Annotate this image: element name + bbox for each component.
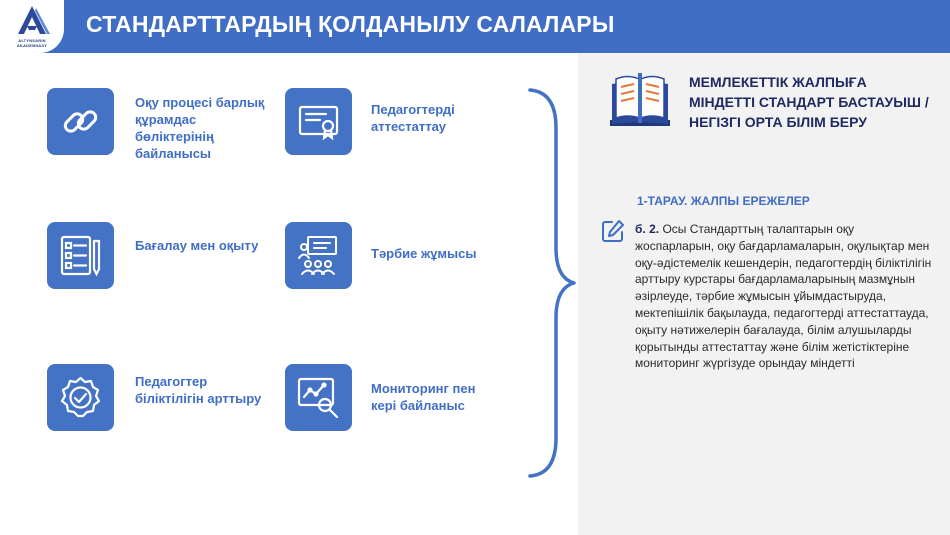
logo-a-icon (10, 4, 54, 38)
area-label-certificate: Педагогтерді аттестаттау (371, 102, 455, 134)
curly-brace (528, 88, 578, 478)
area-label-badge: Педагогтер біліктілігін арттыру (135, 374, 262, 406)
clause-reference: б. 2. (635, 222, 660, 236)
standard-title: МЕМЛЕКЕТТІК ЖАЛПЫҒА МІНДЕТТІ СТАНДАРТ БАСТАУЫШ / НЕГІЗГІ ОРТА БІЛІМ БЕРУ (689, 74, 929, 130)
section-heading: 1-ТАРАУ. ЖАЛПЫ ЕРЕЖЕЛЕР (637, 194, 810, 208)
edit-icon (600, 218, 626, 244)
area-tile-certificate[interactable] (285, 88, 352, 155)
header-bar (0, 0, 950, 53)
checklist-icon (58, 233, 103, 278)
area-tile-monitoring[interactable] (285, 364, 352, 431)
monitoring-icon (296, 375, 341, 420)
area-label-checklist: Бағалау мен оқыту (135, 238, 259, 253)
area-tile-badge[interactable] (47, 364, 114, 431)
clause-body: Осы Стандарттың талаптарын оқу жоспарларын, оқу бағдарламаларын, оқулықтар мен оқу-әдістемелік кешендерін, педагогтердің біліктілігін арттыру курстары бағдарламаларының мазмұнын әзірлеуде, тәрбие жұмысын ұйымдастыруда, мектепішілік бақылауда, педагогтерді аттестаттауда, оқыту нәтижелерін бағалауда, білім алушыларды қорытынды аттестаттау және білім жетістіктеріне мониторинг жүргізуде орындау міндетті (635, 222, 932, 371)
page-title: СТАНДАРТТАРДЫҢ ҚОЛДАНЫЛУ САЛАЛАРЫ (86, 11, 615, 37)
area-tile-link[interactable] (47, 88, 114, 155)
certificate-icon (296, 99, 341, 144)
area-tile-checklist[interactable] (47, 222, 114, 289)
logo-text: ALTYNSARIN AKADEMIIASY (16, 38, 48, 48)
book-icon (608, 70, 672, 128)
classroom-icon (296, 233, 341, 278)
area-label-monitoring: Мониторинг пен кері байланыс (371, 381, 476, 413)
area-label-classroom: Тәрбие жұмысы (371, 246, 477, 261)
badge-check-icon (58, 375, 103, 420)
link-icon (58, 99, 103, 144)
logo[interactable] (0, 0, 64, 53)
clause-text (635, 221, 935, 372)
area-label-link: Оқу процесі барлық құрамдас бөліктерінің байланысы (135, 95, 265, 161)
area-tile-classroom[interactable] (285, 222, 352, 289)
